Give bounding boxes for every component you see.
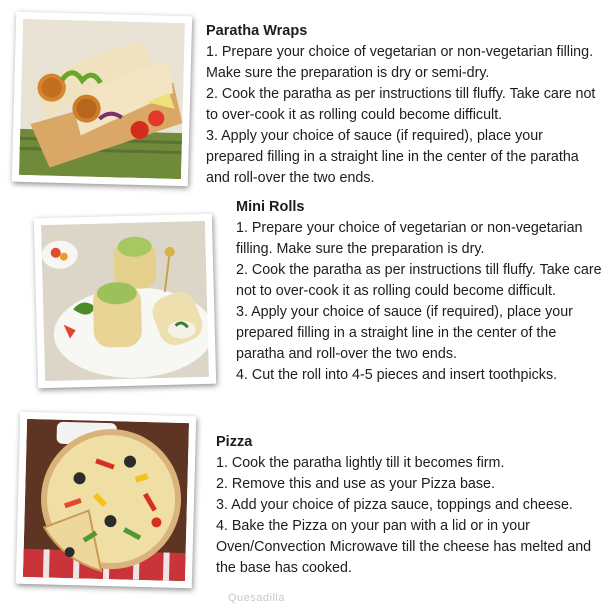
step-text: 2. Cook the paratha as per instructions till fluffy. Take care not to over-cook it as rolling could become difficult. (236, 262, 602, 299)
step-text: 1. Prepare your choice of vegetarian or non-vegetarian filling. Make sure the preparation is dry or semi-dry. (206, 44, 594, 81)
step-text: 1. Cook the paratha lightly till it becomes firm. (216, 455, 505, 471)
step-text: 2. Cook the paratha as per instructions till fluffy. Take care not to over-cook it as rolling could become difficult. (206, 86, 596, 123)
footer-label: Quesadilla (228, 592, 285, 604)
paratha-wraps-photo (12, 12, 192, 187)
mini-rolls-section (236, 198, 602, 386)
pizza-photo (16, 412, 196, 589)
section-title: Mini Rolls (236, 199, 305, 215)
step-text: 2. Remove this and use as your Pizza base. (216, 476, 495, 492)
step-text: 4. Bake the Pizza on your pan with a lid or in your Oven/Convection Microwave till the cheese has melted and the base has cooked. (216, 518, 592, 576)
section-title: Pizza (216, 434, 253, 450)
step-text: 1. Prepare your choice of vegetarian or non-vegetarian filling. Make sure the preparation is dry. (236, 220, 583, 257)
mini-rolls-photo (34, 214, 216, 389)
paratha-wraps-section (206, 22, 601, 189)
step-text: 3. Add your choice of pizza sauce, toppings and cheese. (216, 497, 573, 513)
step-text: 4. Cut the roll into 4-5 pieces and insert toothpicks. (236, 367, 558, 383)
pizza-section (216, 433, 602, 579)
step-text: 3. Apply your choice of sauce (if required), place your prepared filling in a straight line in the center of the paratha and roll-over the two ends. (206, 128, 579, 186)
section-title: Paratha Wraps (206, 23, 308, 39)
step-text: 3. Apply your choice of sauce (if required), place your prepared filling in a straight line in the center of the paratha and roll-over the two ends. (236, 304, 573, 362)
